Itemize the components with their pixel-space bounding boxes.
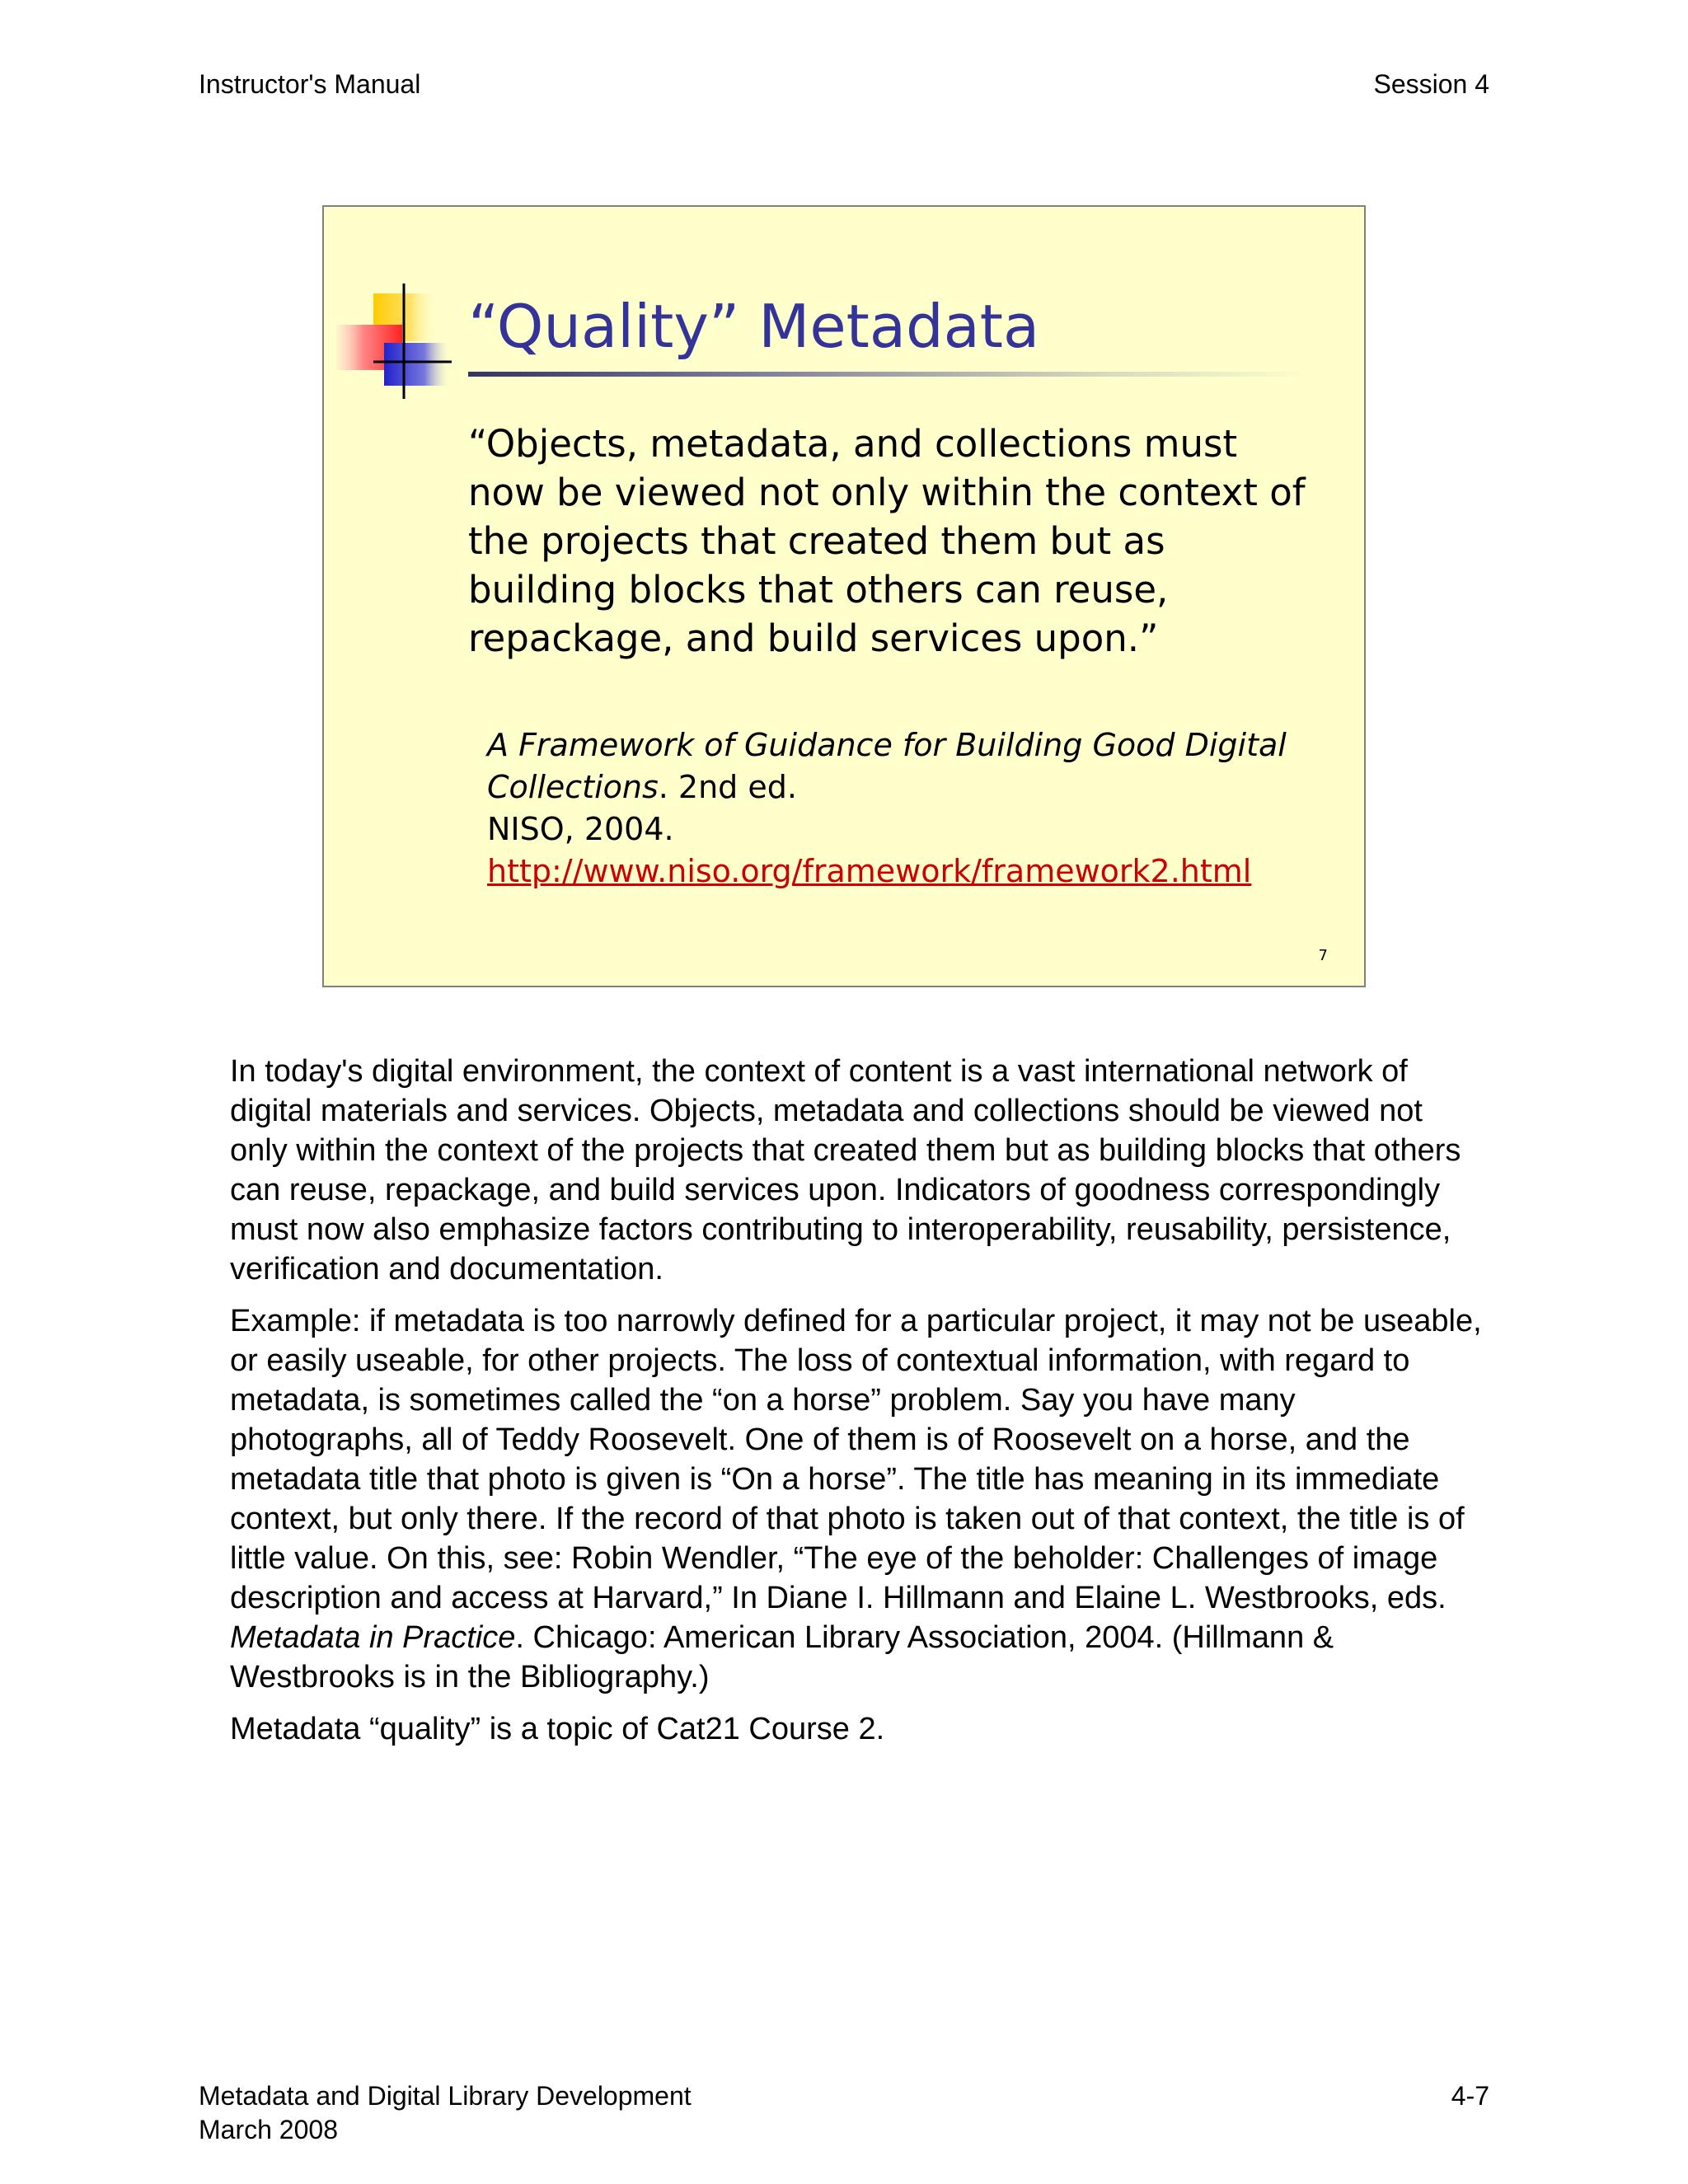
book-title: Metadata in Practice — [230, 1620, 516, 1655]
footer-course-title: Metadata and Digital Library Development — [199, 2081, 692, 2111]
notes-paragraph-example — [230, 1301, 1483, 1697]
example-text: Example: if metadata is too narrowly defined for a particular project, it may not be useable, or easily useable, for other projects. The loss of contextual information, with regard to metadata, is sometimes called the “on a horse” problem. Say you have many photographs, all of Teddy Roosevelt. One of them is of Roosevelt on a horse, and the metadata title that photo is given is “On a horse”. The title has meaning in its immediate context, but only there. If the record of that photo is taken out of that context, the title is of little value. On this, see: Robin Wendler, “The eye of the beholder: Challenges of image description and access at Harvard,” In Diane I. Hillmann and Elaine L. Westbrooks, eds. — [230, 1304, 1482, 1615]
citation-title-line — [487, 724, 1311, 808]
header-manual-title: Instructor's Manual — [199, 69, 421, 99]
slide-number: 7 — [1318, 947, 1328, 964]
header-session: Session 4 — [1373, 69, 1489, 99]
footer-page-number: 4-7 — [1451, 2081, 1489, 2111]
citation-edition: . 2nd ed. — [658, 769, 797, 805]
notes-body — [230, 1052, 1483, 1761]
citation-publisher: NISO, 2004. — [487, 811, 674, 847]
slide-logo-icon — [336, 284, 476, 407]
citation-title: A Framework of Guidance for Building Good Digital Collections — [487, 727, 1287, 805]
notes-paragraph-context: In today's digital environment, the context of content is a vast international network of digital materials and services. Objects, metadata and collections should be viewed not only within the context of the projects that created them but as building blocks that others can reuse, repackage, and build services upon. Indicators of goodness correspondingly must now also emphasize factors contributing to interoperability, reusability, persistence, verification and documentation. — [230, 1054, 1461, 1286]
citation-link[interactable]: http://www.niso.org/framework/framework2.html — [487, 853, 1252, 889]
title-underline-rule — [468, 372, 1313, 377]
notes-paragraph-quality: Metadata “quality” is a topic of Cat21 Course 2. — [230, 1712, 885, 1746]
footer-date: March 2008 — [199, 2115, 338, 2144]
slide-panel — [322, 205, 1366, 987]
slide-quote: “Objects, metadata, and collections must now be viewed not only within the context of the projects that created them but as building blocks that others can reuse, repackage, and build services upon.” — [468, 422, 1306, 660]
logo-blue-square — [384, 343, 452, 386]
example-text-end: . Chicago: American Library Association, 2004. (Hillmann & Westbrooks is in the Bibliography.) — [230, 1620, 1334, 1694]
slide-citation — [487, 724, 1311, 893]
slide-title: “Quality” Metadata — [468, 292, 1040, 361]
